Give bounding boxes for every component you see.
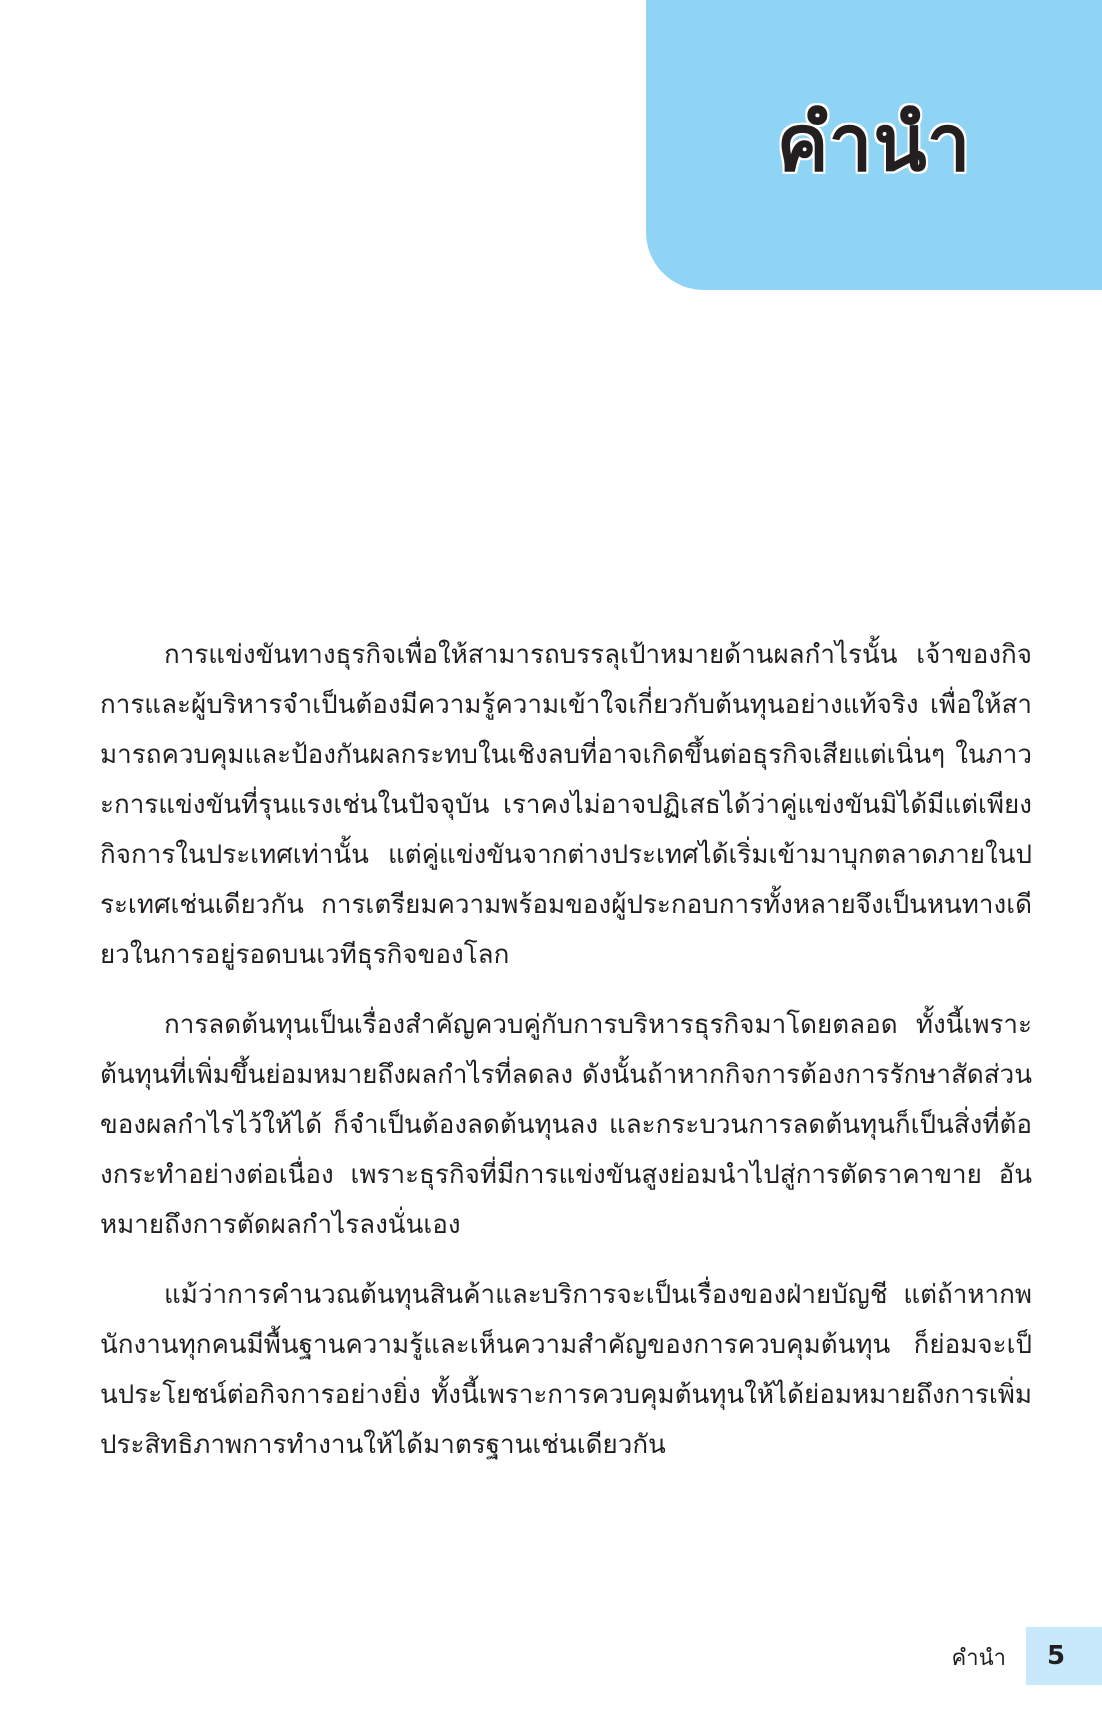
page-title: คำนำ [776, 99, 972, 189]
paragraph-3: แม้ว่าการคำนวณต้นทุนสินค้าและบริการจะเป็นเรื่องของฝ่ายบัญชี แต่ถ้าหากพนักงานทุกคนมีพื้นฐานความรู้และเห็นความสำคัญของการควบคุมต้นทุน ก็ย่อมจะเป็นประโยชน์ต่อกิจการอย่างยิ่ง ทั้งนี้เพราะการควบคุมต้นทุนให้ได้ย่อมหมายถึงการเพิ่มประสิทธิภาพการทำงานให้ได้มาตรฐานเช่นเดียวกัน [100, 1280, 1032, 1460]
paragraph-2: การลดต้นทุนเป็นเรื่องสำคัญควบคู่กับการบริหารธุรกิจมาโดยตลอด ทั้งนี้เพราะต้นทุนที่เพิ่มขึ้นย่อมหมายถึงผลกำไรที่ลดลง ดังนั้นถ้าหากกิจการต้องการรักษาสัดส่วนของผลกำไรไว้ให้ได้ ก็จำเป็นต้องลดต้นทุนลง และกระบวนการลดต้นทุนก็เป็นสิ่งที่ต้องกระทำอย่างต่อเนื่อง เพราะธุรกิจที่มีการแข่งขันสูงย่อมนำไปสู่การตัดราคาขาย อันหมายถึงการตัดผลกำไรลงนั่นเอง [100, 1010, 1032, 1240]
footer-section-label: คำนำ [951, 1646, 1006, 1671]
page-number: 5 [1046, 1641, 1066, 1671]
title-banner [646, 0, 1102, 290]
body-text [100, 630, 1032, 1490]
page-number-box [1026, 1627, 1102, 1685]
paragraph-1: การแข่งขันทางธุรกิจเพื่อให้สามารถบรรลุเป้าหมายด้านผลกำไรนั้น เจ้าของกิจการและผู้บริหารจำเป็นต้องมีความรู้ความเข้าใจเกี่ยวกับต้นทุนอย่างแท้จริง เพื่อให้สามารถควบคุมและป้องกันผลกระทบในเชิงลบที่อาจเกิดขึ้นต่อธุรกิจเสียแต่เนิ่นๆ ในภาวะการแข่งขันที่รุนแรงเช่นในปัจจุบัน เราคงไม่อาจปฏิเสธได้ว่าคู่แข่งขันมิได้มีแต่เพียงกิจการในประเทศเท่านั้น แต่คู่แข่งขันจากต่างประเทศได้เริ่มเข้ามาบุกตลาดภายในประเทศเช่นเดียวกัน การเตรียมความพร้อมของผู้ประกอบการทั้งหลายจึงเป็นหนทางเดียวในการอยู่รอดบนเวทีธุรกิจของโลก [100, 640, 1032, 970]
